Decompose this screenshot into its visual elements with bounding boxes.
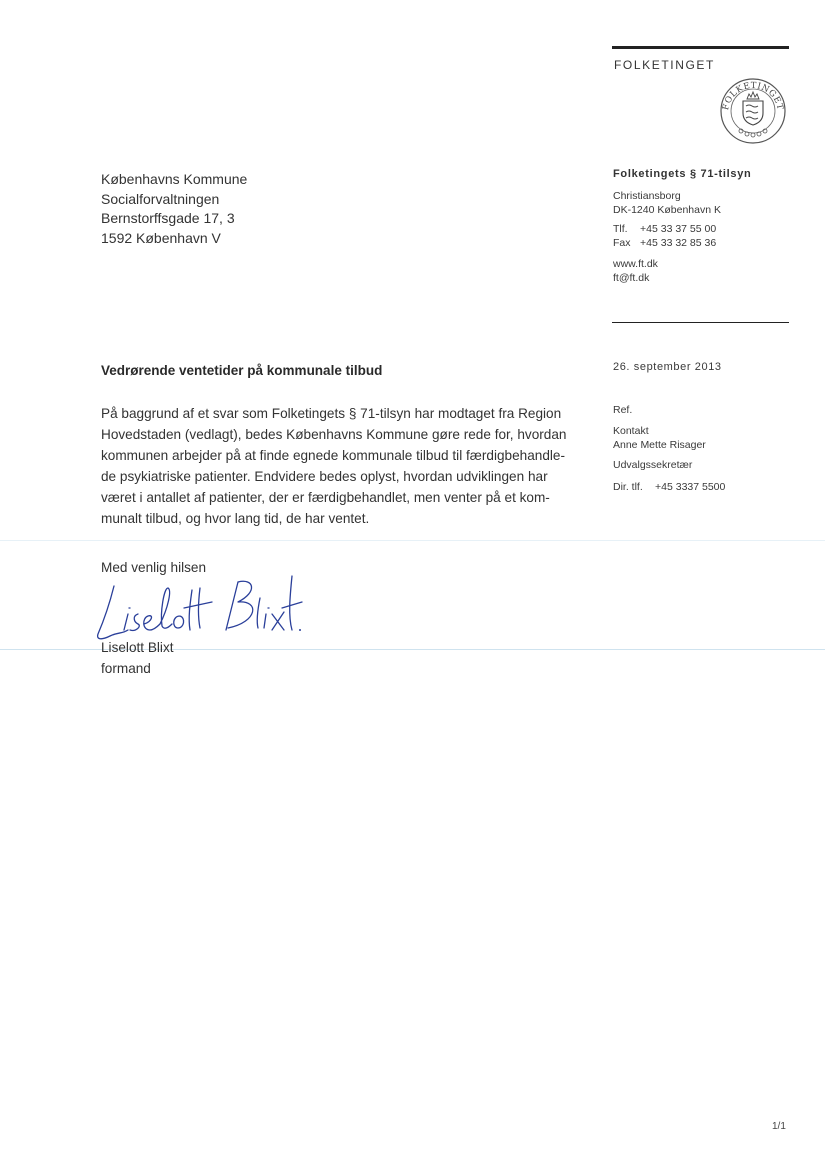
page-number: 1/1	[772, 1121, 786, 1132]
sender-address-line: Christiansborg	[613, 190, 681, 202]
sender-phone-row	[613, 223, 716, 237]
fax-number: +45 33 32 85 36	[640, 237, 717, 249]
sender-address	[613, 190, 721, 217]
recipient-line: Socialforvaltningen	[101, 190, 220, 207]
handwritten-signature	[88, 568, 308, 648]
letter-subject: Vedrørende ventetider på kommunale tilbud	[101, 363, 383, 378]
reference-label: Ref.	[613, 404, 633, 416]
recipient-line: Københavns Kommune	[101, 171, 248, 187]
organization-name: FOLKETINGET	[614, 58, 715, 72]
contact-label: Kontakt	[613, 425, 649, 437]
parliament-seal-icon	[719, 77, 787, 145]
body-line: Hovedstaden (vedlagt), bedes Københavns Kommune gøre rede for, hvordan	[101, 427, 567, 442]
body-line: været i antallet af patienter, der er færdigbehandlet, men venter på et kom-	[101, 490, 550, 505]
direct-phone-number: +45 3337 5500	[655, 481, 726, 493]
letter-body	[101, 403, 581, 529]
phone-label: Tlf.	[613, 223, 628, 235]
phone-number: +45 33 37 55 00	[640, 223, 717, 235]
svg-text:FOLKETINGET: FOLKETINGET	[721, 80, 785, 112]
fax-label: Fax	[613, 237, 631, 249]
recipient-line: Bernstorffsgade 17, 3	[101, 210, 235, 226]
body-line: På baggrund af et svar som Folketingets § 71-tilsyn har modtaget fra Region	[101, 406, 562, 421]
letter-date: 26. september 2013	[613, 361, 722, 373]
sender-fax-row	[613, 237, 716, 251]
body-line: munalt tilbud, og hvor lang tid, de har ventet.	[101, 511, 370, 526]
sender-web: www.ft.dk	[613, 258, 658, 270]
sender-divider-rule	[612, 322, 789, 323]
closing-greeting: Med venlig hilsen	[101, 560, 207, 575]
sender-title: Folketingets § 71-tilsyn	[613, 168, 752, 180]
signer-role: formand	[101, 661, 151, 676]
sender-address-line: DK-1240 København K	[613, 203, 721, 216]
scan-artifact-line	[0, 540, 825, 541]
direct-phone-row	[613, 481, 725, 495]
body-line: de psykiatriske patienter. Endvidere bedes oplyst, hvordan udviklingen har	[101, 469, 548, 484]
direct-phone-label: Dir. tlf.	[613, 481, 643, 493]
body-line: kommunen arbejder på at finde egnede kommunale tilbud til færdigbehandle-	[101, 448, 565, 463]
signer-name: Liselott Blixt	[101, 640, 174, 655]
recipient-address	[101, 170, 247, 248]
contact-name: Anne Mette Risager	[613, 439, 706, 451]
contact-role: Udvalgssekretær	[613, 459, 693, 471]
letterhead-top-rule	[612, 46, 789, 49]
sender-email: ft@ft.dk	[613, 272, 650, 284]
recipient-line: 1592 København V	[101, 229, 221, 246]
signer-block	[101, 637, 174, 679]
